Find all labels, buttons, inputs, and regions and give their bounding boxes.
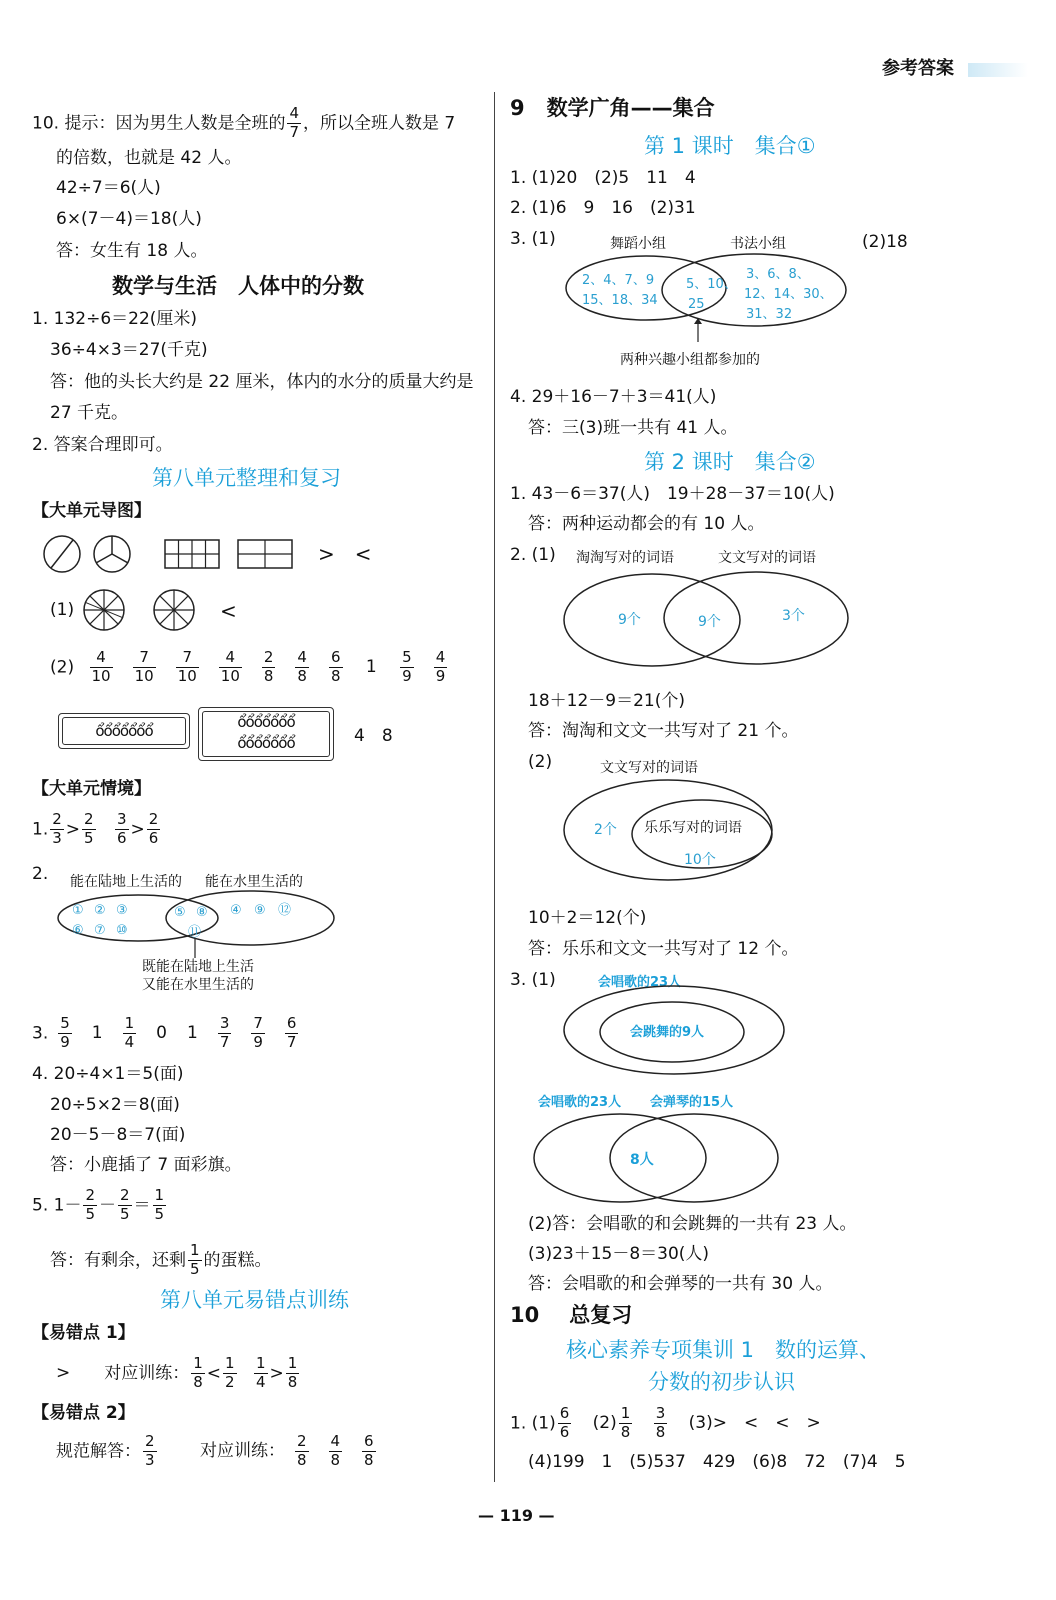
apple-box-1: ổổổổổổổ <box>58 713 190 749</box>
fraction: $\frac{1}{5}$ <box>190 1241 200 1278</box>
venn-label-sing-23: 会唱歌的23人 <box>538 1095 622 1110</box>
q10-line4: 6×(7－4)＝18(人) <box>56 209 202 229</box>
venn-both-groups-label: 两种兴趣小组都参加的 <box>620 352 760 368</box>
scene-q4-1: 4. 20÷4×1＝5(面) <box>32 1064 184 1084</box>
venn-item: 25 <box>688 297 705 312</box>
fraction: $\frac{7}{10}$ <box>134 648 154 685</box>
number: 1 <box>186 1023 198 1044</box>
life-q1: 1. 132÷6＝22(厘米) <box>32 309 198 329</box>
apple-box-2: ổổổổổổổ ổổổổổổổ <box>198 707 334 761</box>
venn-label-land: 能在陆地上生活的 <box>70 874 182 890</box>
venn-label-piano: 会弹琴的15人 <box>650 1095 734 1110</box>
scene-label: 【大单元情境】 <box>32 779 151 799</box>
l1-q3-part2: (2)18 <box>862 232 908 252</box>
compare-symbol-2: < <box>220 599 237 623</box>
venn-item: ⑪ <box>188 925 202 940</box>
l2-q2-label: 2. (1) <box>510 545 556 565</box>
header-decoration <box>968 63 1028 77</box>
fraction-circles-row2 <box>80 585 210 635</box>
fraction: $\frac{7}{9}$ <box>253 1014 263 1051</box>
l2-q3-part2: (2)答：会唱歌的和会跳舞的一共有 23 人。 <box>528 1214 857 1234</box>
lesson-2-title: 第 2 课时 集合② <box>644 450 816 474</box>
fraction: $\frac{4}{10}$ <box>220 648 240 685</box>
fraction: $\frac{6}{8}$ <box>364 1432 374 1469</box>
venn-label-calligraphy: 书法小组 <box>730 236 786 252</box>
fraction: $\frac{2}{8}$ <box>296 1432 307 1469</box>
q10-line2: 的倍数，也就是 42 人。 <box>56 148 242 168</box>
scene-q5: 5. 1－ $\frac{2}{5}$ － $\frac{2}{5}$ ＝ $\frac{1}{5}$ <box>32 1186 165 1223</box>
core-q1-cont: (4)199 1 (5)537 429 (6)8 72 (7)4 5 <box>528 1452 906 1472</box>
life-answer-cont: 27 千克。 <box>50 403 129 423</box>
scene-q3: 3. $\frac{5}{9}$ 1 $\frac{1}{4}$ 0 1 $\frac{3}{7}$ $\frac{7}{9}$ $\frac{6}{7}$ <box>32 1014 297 1051</box>
life-answer: 答：他的头长大约是 22 厘米，体内的水分的质量大约是 <box>50 372 474 392</box>
fraction: $\frac{5}{9}$ <box>402 648 412 685</box>
l1-q3-label: 3. (1) <box>510 229 556 249</box>
l2-q3-label: 3. (1) <box>510 970 556 990</box>
fraction: $\frac{1}{8}$ <box>287 1354 298 1391</box>
q10-line3: 42÷7＝6(人) <box>56 178 161 198</box>
venn-item: 3、6、8、 <box>746 267 810 282</box>
l1-q2: 2. (1)6 9 16 (2)31 <box>510 198 696 218</box>
venn-item: ⑦ <box>94 923 106 938</box>
venn-item: ⑫ <box>278 903 292 918</box>
venn-mid-8: 8人 <box>630 1152 654 1168</box>
life-section-title: 数学与生活 人体中的分数 <box>112 274 364 298</box>
venn-item: 31、32 <box>746 307 793 322</box>
fraction: $\frac{4}{10}$ <box>91 648 111 685</box>
fraction: $\frac{4}{9}$ <box>435 648 446 685</box>
fraction: $\frac{2}{6}$ <box>148 810 159 847</box>
venn-both-label1: 既能在陆地上生活 <box>142 959 254 975</box>
page-number: — 119 — <box>478 1506 555 1525</box>
number: 1 <box>91 1023 103 1044</box>
venn-item: ⑥ <box>72 923 84 938</box>
q10-answer: 答：女生有 18 人。 <box>56 241 208 261</box>
l2-q2-calc2: 10＋2＝12(个) <box>528 908 647 928</box>
venn-item: ③ <box>116 903 128 918</box>
l2-q1: 1. 43－6＝37(人) 19＋28－37＝10(人) <box>510 484 835 504</box>
err-point-1-label: 【易错点 1】 <box>32 1323 135 1343</box>
q10-line1: 10. 提示：因为男生人数是全班的 $\frac{4}{7}$ ，所以全班人数是 7 <box>32 104 456 141</box>
l2-q3-answer: 答：会唱歌的和会弹琴的一共有 30 人。 <box>528 1274 833 1294</box>
fraction-shapes-row1 <box>40 532 300 578</box>
fraction: $\frac{2}{8}$ <box>263 648 274 685</box>
fraction: $\frac{1}{8}$ <box>620 1404 631 1441</box>
venn-item: ⑧ <box>196 905 208 920</box>
fraction: $\frac{2}{5}$ <box>84 810 94 847</box>
scene-q2-label: 2. <box>32 864 49 884</box>
venn-outer-value: 2个 <box>594 822 617 838</box>
venn-label-dance: 舞蹈小组 <box>610 236 666 252</box>
venn-label-dance-9: 会跳舞的9人 <box>630 1025 705 1040</box>
fraction: $\frac{5}{9}$ <box>60 1014 70 1051</box>
fraction: $\frac{2}{5}$ <box>85 1186 95 1223</box>
fraction: $\frac{7}{10}$ <box>177 648 197 685</box>
venn-label-lele: 乐乐写对的词语 <box>644 820 742 836</box>
venn-inner-value: 10个 <box>684 852 716 868</box>
l1-q4: 4. 29＋16－7＋3＝41(人) <box>510 387 717 407</box>
venn-item: ④ <box>230 903 242 918</box>
venn-words-1 <box>560 544 860 674</box>
life-q1-b: 36÷4×3＝27(千克) <box>50 340 208 360</box>
page-header-title: 参考答案 <box>882 58 954 79</box>
fraction: $\frac{2}{3}$ <box>52 810 62 847</box>
err-point-2-label: 【易错点 2】 <box>32 1403 135 1423</box>
core-title-line2: 分数的初步认识 <box>648 1370 795 1394</box>
fraction: $\frac{3}{6}$ <box>116 810 127 847</box>
fraction: $\frac{3}{7}$ <box>219 1014 230 1051</box>
venn-sing-piano <box>530 1090 780 1210</box>
venn-label-sing: 会唱歌的23人 <box>598 975 682 990</box>
venn-item: 5、10、 <box>686 277 737 292</box>
venn-item: 2、4、7、9 <box>582 273 655 288</box>
review-section-title: 第八单元整理和复习 <box>152 466 341 490</box>
core-title-line1: 核心素养专项集训 1 数的运算、 <box>566 1338 881 1362</box>
fraction: $\frac{2}{3}$ <box>145 1432 155 1469</box>
err-point-1: > 对应训练： $\frac{1}{8}$ < $\frac{1}{2}$ $\frac{1}{4}$ > $\frac{1}{8}$ <box>56 1354 298 1391</box>
fraction: $\frac{2}{5}$ <box>120 1186 130 1223</box>
scene-q4-3: 20－5－8＝7(面) <box>50 1125 186 1145</box>
venn-item: 12、14、30、 <box>744 287 833 302</box>
venn-groups <box>560 232 850 372</box>
fraction: $\frac{4}{7}$ <box>289 104 299 141</box>
fraction: $\frac{6}{7}$ <box>286 1014 297 1051</box>
chapter-10-heading: 10 总复习 <box>510 1303 633 1327</box>
l1-q1: 1. (1)20 (2)5 11 4 <box>510 168 696 188</box>
scene-q5-answer: 答：有剩余，还剩 $\frac{1}{5}$ 的蛋糕。 <box>50 1241 272 1278</box>
venn-item: ⑩ <box>116 923 128 938</box>
column-divider <box>494 92 495 1482</box>
venn-item: 15、18、34 <box>582 293 658 308</box>
venn-left-value: 9个 <box>618 612 641 628</box>
life-q2: 2. 答案合理即可。 <box>32 435 173 455</box>
venn-land-water <box>50 868 350 998</box>
venn-label-water: 能在水里生活的 <box>205 874 303 890</box>
review-part2: (2) $\frac{4}{10}$ $\frac{7}{10}$ $\frac{7}{10}$ $\frac{4}{10}$ $\frac{2}{8}$ $\frac{4}{8}$ $\frac{6}{8}$ 1 $\frac{5}{9}$ $\frac{4}{9}$ <box>50 648 446 685</box>
scene-q1: 1. $\frac{2}{3}$ > $\frac{2}{5}$ $\frac{3}{6}$ > $\frac{2}{6}$ <box>32 810 159 847</box>
scene-q4-answer: 答：小鹿插了 7 面彩旗。 <box>50 1155 242 1175</box>
venn-item: ① <box>72 903 84 918</box>
review-part1-label: (1) <box>50 600 75 620</box>
err-point-2: 规范解答： $\frac{2}{3}$ 对应训练： $\frac{2}{8}$ $\frac{4}{8}$ $\frac{6}{8}$ <box>56 1432 374 1469</box>
fraction: $\frac{1}{5}$ <box>154 1186 165 1223</box>
fraction: $\frac{4}{8}$ <box>297 648 307 685</box>
fraction: $\frac{1}{4}$ <box>256 1354 266 1391</box>
chapter-9-heading: 9 数学广角——集合 <box>510 96 715 120</box>
l2-q2-calc: 18＋12－9＝21(个) <box>528 691 685 711</box>
venn-item: ② <box>94 903 106 918</box>
venn-words-2 <box>560 754 790 884</box>
venn-sing-dance <box>560 970 790 1080</box>
l2-q3-part3: (3)23＋15－8＝30(人) <box>528 1244 710 1264</box>
lesson-1-title: 第 1 课时 集合① <box>644 134 816 158</box>
fraction: $\frac{6}{6}$ <box>559 1404 570 1441</box>
scene-q4-2: 20÷5×2＝8(面) <box>50 1095 180 1115</box>
l2-q1-answer: 答：两种运动都会的有 10 人。 <box>528 514 765 534</box>
venn-label-wenwen-2: 文文写对的词语 <box>600 760 698 776</box>
err-section-title: 第八单元易错点训练 <box>160 1288 349 1312</box>
l2-q2-answer2: 答：乐乐和文文一共写对了 12 个。 <box>528 939 799 959</box>
venn-item: ⑤ <box>174 905 186 920</box>
l1-q4-answer: 答：三(3)班一共有 41 人。 <box>528 418 738 438</box>
fraction: $\frac{4}{8}$ <box>330 1432 341 1469</box>
fraction: $\frac{1}{8}$ <box>193 1354 203 1391</box>
core-q1: 1. (1) $\frac{6}{6}$ (2) $\frac{1}{8}$ $\frac{3}{8}$ (3)> < < > <box>510 1404 821 1441</box>
number: 0 <box>156 1023 167 1044</box>
venn-item: ⑨ <box>254 903 266 918</box>
fraction: $\frac{1}{2}$ <box>225 1354 235 1391</box>
venn-both-label2: 又能在水里生活的 <box>142 977 254 993</box>
venn-label-wenwen: 文文写对的词语 <box>718 550 816 566</box>
compare-symbols-1: > < <box>318 542 372 566</box>
apple-answer-numbers: 4 8 <box>354 726 393 746</box>
venn-label-taotao: 淘淘写对的词语 <box>576 550 674 566</box>
venn-mid-value: 9个 <box>698 614 721 630</box>
l2-q2-part2-label: (2) <box>528 752 553 772</box>
fraction: $\frac{1}{4}$ <box>124 1014 135 1051</box>
fraction: $\frac{6}{8}$ <box>330 648 341 685</box>
l2-q2-answer: 答：淘淘和文文一共写对了 21 个。 <box>528 721 799 741</box>
map-label: 【大单元导图】 <box>32 501 151 521</box>
fraction: $\frac{3}{8}$ <box>655 1404 666 1441</box>
venn-right-value: 3个 <box>782 608 805 624</box>
